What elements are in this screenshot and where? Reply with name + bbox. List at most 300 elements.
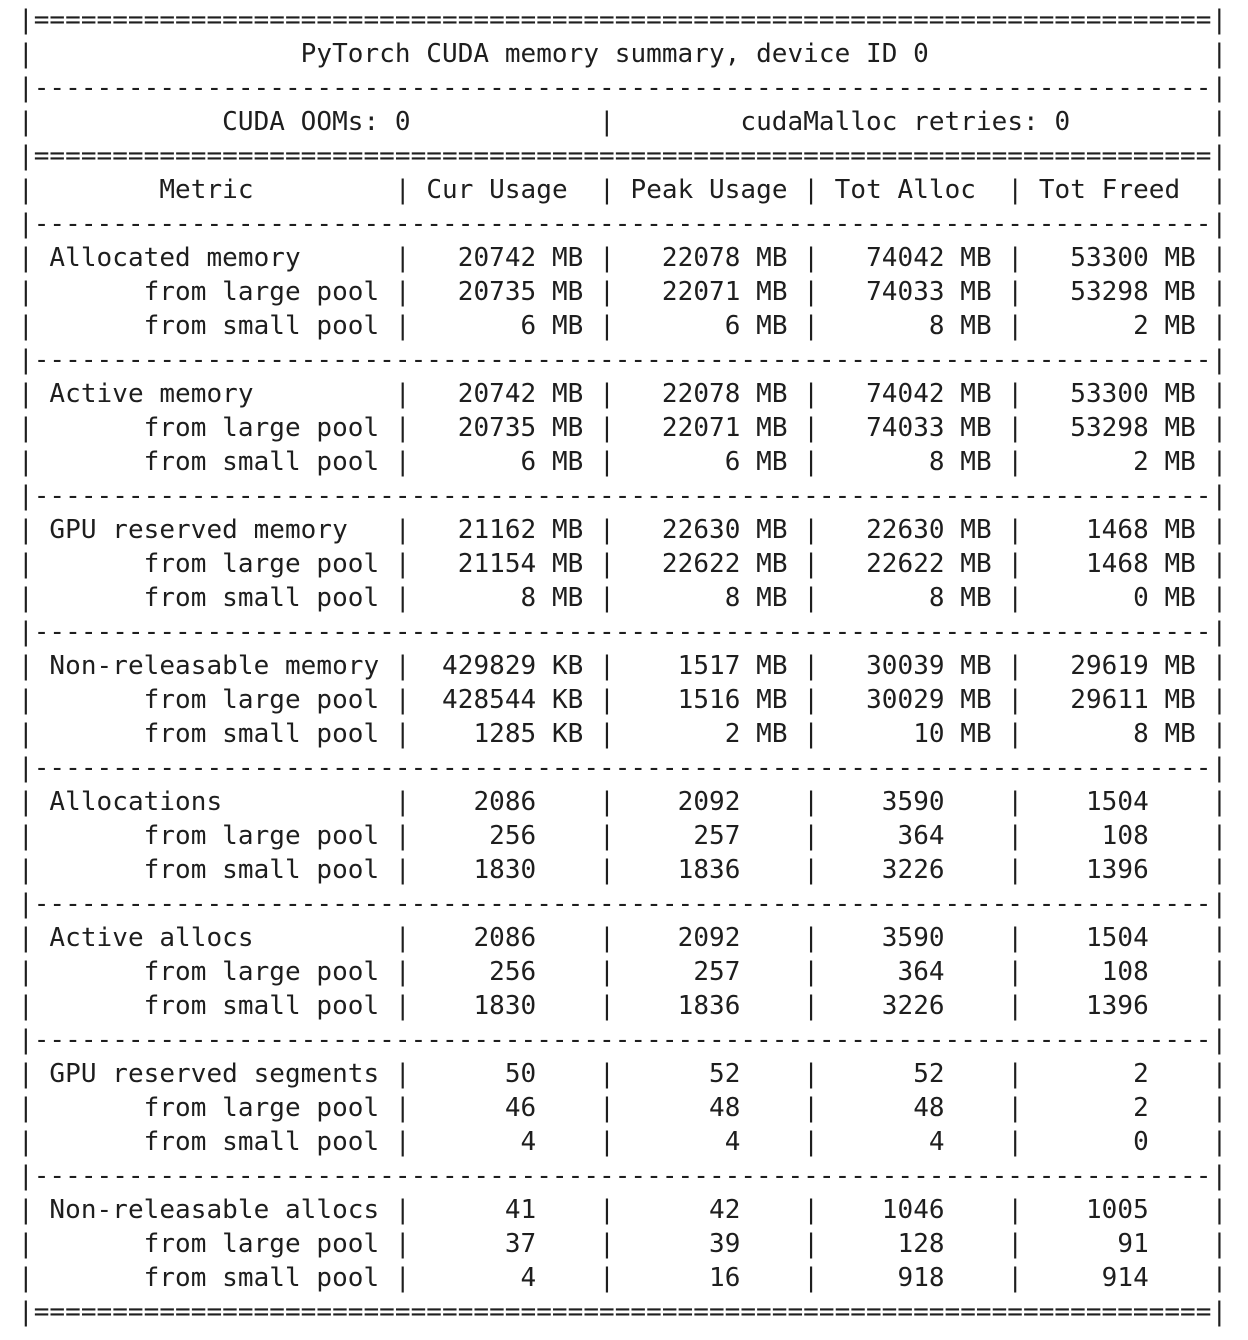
column-divider: | [1211, 413, 1228, 443]
cell-value: 1504 [1023, 923, 1212, 953]
column-divider: | [803, 549, 819, 579]
column-divider: | [1007, 379, 1024, 409]
column-divider: | [803, 923, 819, 953]
cell-value: 2092 [614, 923, 804, 953]
column-divider: | [803, 719, 819, 749]
column-divider: | [803, 1195, 819, 1225]
column-header-metric: Metric [33, 175, 395, 205]
column-divider: | [599, 549, 615, 579]
title-separator [18, 71, 1248, 105]
cell-value: 128 [818, 1229, 1008, 1259]
bottom-border [18, 1295, 1248, 1329]
column-divider: | [1211, 719, 1228, 749]
column-divider: | [599, 311, 615, 341]
cell-value: 0 MB [1023, 583, 1212, 613]
pool-label: from small pool [33, 311, 395, 341]
column-divider: | [18, 243, 34, 273]
table-row [18, 275, 1248, 309]
pool-label: from large pool [33, 821, 395, 851]
metric-label: Active allocs [33, 923, 395, 953]
column-divider: | [1007, 651, 1024, 681]
cell-value: 3590 [818, 787, 1008, 817]
cell-value: 22630 MB [614, 515, 804, 545]
column-divider: | [1211, 583, 1228, 613]
column-divider: | [1211, 39, 1228, 69]
border-text: |===========================================================================| [18, 141, 1228, 171]
cell-value: 20742 MB [410, 379, 600, 409]
column-divider: | [1211, 1059, 1228, 1089]
pool-label: from small pool [33, 1127, 395, 1157]
section-separator [18, 751, 1248, 785]
cell-value: 364 [818, 957, 1008, 987]
cell-value: 52 [614, 1059, 804, 1089]
column-divider: | [1211, 447, 1228, 477]
column-divider: | [18, 719, 34, 749]
border-text: |===========================================================================| [18, 5, 1228, 35]
cell-value: 74033 MB [818, 277, 1008, 307]
column-divider: | [1007, 1263, 1024, 1293]
column-divider: | [1211, 243, 1228, 273]
cell-value: 1046 [818, 1195, 1008, 1225]
column-divider: | [803, 957, 819, 987]
cell-value: 22622 MB [614, 549, 804, 579]
column-divider: | [18, 685, 34, 715]
column-divider: | [1007, 991, 1024, 1021]
metric-label: Allocated memory [33, 243, 395, 273]
column-header: Tot Freed [1023, 175, 1212, 205]
column-divider: | [18, 583, 34, 613]
column-divider: | [394, 311, 411, 341]
table-row [18, 819, 1248, 853]
table-row [18, 581, 1248, 615]
pool-label: from small pool [33, 991, 395, 1021]
column-divider: | [803, 277, 819, 307]
cell-value: 91 [1023, 1229, 1212, 1259]
cuda-ooms-cell: CUDA OOMs: 0 [33, 107, 600, 137]
column-divider: | [1211, 311, 1228, 341]
column-divider: | [803, 1127, 819, 1157]
column-divider: | [18, 447, 34, 477]
pool-label: from large pool [33, 1093, 395, 1123]
column-divider: | [18, 991, 34, 1021]
cell-value: 4 [410, 1263, 600, 1293]
cell-value: 6 MB [410, 447, 600, 477]
cell-value: 39 [614, 1229, 804, 1259]
pool-label: from small pool [33, 447, 395, 477]
column-divider: | [1211, 821, 1228, 851]
cell-value: 22071 MB [614, 413, 804, 443]
cell-value: 22078 MB [614, 243, 804, 273]
table-row [18, 513, 1248, 547]
cell-value: 8 MB [410, 583, 600, 613]
pool-label: from large pool [33, 549, 395, 579]
cell-value: 10 MB [818, 719, 1008, 749]
column-divider: | [803, 1263, 819, 1293]
column-divider: | [18, 1229, 34, 1259]
column-divider: | [599, 821, 615, 851]
column-divider: | [1007, 413, 1024, 443]
column-divider: | [1007, 549, 1024, 579]
column-divider: | [599, 923, 615, 953]
column-divider: | [599, 991, 615, 1021]
cell-value: 42 [614, 1195, 804, 1225]
cell-value: 6 MB [410, 311, 600, 341]
column-divider: | [394, 685, 411, 715]
column-divider: | [394, 1093, 411, 1123]
column-divider: | [599, 243, 615, 273]
ooms-line [18, 105, 1248, 139]
column-divider: | [18, 549, 34, 579]
cell-value: 1830 [410, 991, 600, 1021]
border-text: |---------------------------------------------------------------------------| [18, 345, 1228, 375]
cell-value: 20735 MB [410, 413, 600, 443]
column-divider: | [1211, 957, 1228, 987]
column-divider: | [18, 413, 34, 443]
column-divider: | [1007, 1059, 1024, 1089]
cell-value: 8 MB [818, 447, 1008, 477]
column-divider: | [1007, 1093, 1024, 1123]
column-divider: | [1211, 651, 1228, 681]
column-divider: | [599, 685, 615, 715]
column-divider: | [18, 651, 34, 681]
cell-value: 74042 MB [818, 243, 1008, 273]
column-divider: | [803, 515, 819, 545]
table-row [18, 1227, 1248, 1261]
column-divider: | [394, 277, 411, 307]
column-divider: | [599, 175, 615, 205]
column-divider: | [1007, 923, 1024, 953]
table-row [18, 1057, 1248, 1091]
column-divider: | [803, 991, 819, 1021]
cell-value: 30039 MB [818, 651, 1008, 681]
column-divider: | [599, 1127, 615, 1157]
table-row [18, 1125, 1248, 1159]
pool-label: from large pool [33, 685, 395, 715]
column-divider: | [599, 719, 615, 749]
cell-value: 4 [614, 1127, 804, 1157]
column-divider: | [599, 583, 615, 613]
column-divider: | [599, 447, 615, 477]
cell-value: 1005 [1023, 1195, 1212, 1225]
cell-value: 53300 MB [1023, 243, 1212, 273]
column-divider: | [599, 1263, 615, 1293]
column-divider: | [394, 1059, 411, 1089]
pool-label: from large pool [33, 957, 395, 987]
column-divider: | [1007, 175, 1024, 205]
column-divider: | [1007, 821, 1024, 851]
column-divider: | [599, 277, 615, 307]
column-divider: | [394, 379, 411, 409]
cell-value: 6 MB [614, 447, 804, 477]
cell-value: 257 [614, 821, 804, 851]
cell-value: 1396 [1023, 855, 1212, 885]
cell-value: 50 [410, 1059, 600, 1089]
cell-value: 8 MB [614, 583, 804, 613]
column-divider: | [803, 379, 819, 409]
cell-value: 428544 KB [410, 685, 600, 715]
column-divider: | [599, 515, 615, 545]
cell-value: 364 [818, 821, 1008, 851]
table-row [18, 649, 1248, 683]
cell-value: 918 [818, 1263, 1008, 1293]
section-separator [18, 479, 1248, 513]
column-divider: | [599, 107, 615, 137]
pool-label: from small pool [33, 855, 395, 885]
cell-value: 1516 MB [614, 685, 804, 715]
column-divider: | [599, 651, 615, 681]
column-divider: | [1211, 107, 1228, 137]
column-divider: | [18, 107, 34, 137]
section-separator [18, 1023, 1248, 1057]
cell-value: 22622 MB [818, 549, 1008, 579]
cell-value: 256 [410, 821, 600, 851]
column-divider: | [394, 243, 411, 273]
cell-value: 46 [410, 1093, 600, 1123]
table-row [18, 309, 1248, 343]
column-divider: | [1211, 1195, 1228, 1225]
column-divider: | [803, 311, 819, 341]
section-separator [18, 1159, 1248, 1193]
cell-value: 257 [614, 957, 804, 987]
pool-label: from small pool [33, 1263, 395, 1293]
column-divider: | [1211, 685, 1228, 715]
column-divider: | [394, 991, 411, 1021]
column-divider: | [18, 175, 34, 205]
section-separator [18, 615, 1248, 649]
cell-value: 53298 MB [1023, 413, 1212, 443]
column-divider: | [18, 855, 34, 885]
column-divider: | [18, 379, 34, 409]
pool-label: from large pool [33, 277, 395, 307]
cell-value: 22630 MB [818, 515, 1008, 545]
column-divider: | [599, 787, 615, 817]
cell-value: 0 [1023, 1127, 1212, 1157]
table-row [18, 921, 1248, 955]
column-divider: | [394, 515, 411, 545]
cell-value: 37 [410, 1229, 600, 1259]
cell-value: 1836 [614, 855, 804, 885]
cell-value: 2086 [410, 923, 600, 953]
cell-value: 74042 MB [818, 379, 1008, 409]
column-divider: | [599, 1195, 615, 1225]
table-row [18, 955, 1248, 989]
column-divider: | [1007, 1195, 1024, 1225]
column-divider: | [1211, 549, 1228, 579]
cell-value: 74033 MB [818, 413, 1008, 443]
border-text: |---------------------------------------------------------------------------| [18, 889, 1228, 919]
column-divider: | [18, 957, 34, 987]
cell-value: 2 MB [614, 719, 804, 749]
cudamalloc-retries-cell: cudaMalloc retries: 0 [614, 107, 1212, 137]
column-divider: | [18, 277, 34, 307]
column-divider: | [803, 651, 819, 681]
column-divider: | [394, 1263, 411, 1293]
pool-label: from large pool [33, 1229, 395, 1259]
header-top-border [18, 139, 1248, 173]
page-title: PyTorch CUDA memory summary, device ID 0 [33, 39, 1212, 69]
table-row [18, 785, 1248, 819]
metric-label: Non-releasable memory [33, 651, 395, 681]
cell-value: 108 [1023, 821, 1212, 851]
column-divider: | [18, 1127, 34, 1157]
column-divider: | [18, 1059, 34, 1089]
column-divider: | [803, 447, 819, 477]
cell-value: 53298 MB [1023, 277, 1212, 307]
cell-value: 1468 MB [1023, 515, 1212, 545]
column-divider: | [1007, 957, 1024, 987]
cell-value: 4 [818, 1127, 1008, 1157]
column-divider: | [803, 1059, 819, 1089]
cell-value: 1468 MB [1023, 549, 1212, 579]
cell-value: 2 [1023, 1093, 1212, 1123]
border-text: |---------------------------------------------------------------------------| [18, 481, 1228, 511]
cell-value: 1285 KB [410, 719, 600, 749]
cell-value: 6 MB [614, 311, 804, 341]
column-divider: | [803, 583, 819, 613]
column-divider: | [599, 855, 615, 885]
table-row [18, 1091, 1248, 1125]
cell-value: 3590 [818, 923, 1008, 953]
column-divider: | [394, 583, 411, 613]
column-header: Cur Usage [410, 175, 600, 205]
column-divider: | [18, 515, 34, 545]
table-row [18, 989, 1248, 1023]
table-row [18, 1261, 1248, 1295]
column-divider: | [803, 1093, 819, 1123]
cell-value: 21162 MB [410, 515, 600, 545]
column-divider: | [1007, 855, 1024, 885]
column-divider: | [1007, 583, 1024, 613]
column-divider: | [803, 175, 819, 205]
border-text: |---------------------------------------------------------------------------| [18, 753, 1228, 783]
cell-value: 914 [1023, 1263, 1212, 1293]
column-divider: | [599, 379, 615, 409]
column-divider: | [1007, 243, 1024, 273]
cell-value: 2 MB [1023, 311, 1212, 341]
top-border [18, 3, 1248, 37]
cell-value: 429829 KB [410, 651, 600, 681]
column-divider: | [394, 855, 411, 885]
pool-label: from small pool [33, 719, 395, 749]
column-divider: | [1211, 991, 1228, 1021]
cell-value: 22078 MB [614, 379, 804, 409]
pool-label: from small pool [33, 583, 395, 613]
column-divider: | [1007, 685, 1024, 715]
column-header: Tot Alloc [818, 175, 1008, 205]
column-divider: | [18, 1195, 34, 1225]
column-divider: | [1211, 923, 1228, 953]
metric-label: Active memory [33, 379, 395, 409]
table-row [18, 241, 1248, 275]
column-divider: | [394, 787, 411, 817]
column-divider: | [1007, 719, 1024, 749]
cell-value: 1830 [410, 855, 600, 885]
cell-value: 1836 [614, 991, 804, 1021]
table-row [18, 683, 1248, 717]
section-separator [18, 343, 1248, 377]
column-divider: | [1211, 1229, 1228, 1259]
column-divider: | [1211, 1093, 1228, 1123]
column-divider: | [394, 1195, 411, 1225]
pool-label: from large pool [33, 413, 395, 443]
metric-label: Non-releasable allocs [33, 1195, 395, 1225]
column-divider: | [803, 413, 819, 443]
column-divider: | [599, 1059, 615, 1089]
column-divider: | [394, 719, 411, 749]
column-divider: | [1211, 1127, 1228, 1157]
cell-value: 2 [1023, 1059, 1212, 1089]
column-divider: | [1007, 787, 1024, 817]
column-divider: | [803, 821, 819, 851]
cell-value: 30029 MB [818, 685, 1008, 715]
column-divider: | [599, 957, 615, 987]
border-text: |===========================================================================| [18, 1297, 1228, 1327]
column-divider: | [1211, 277, 1228, 307]
column-divider: | [18, 1263, 34, 1293]
cell-value: 52 [818, 1059, 1008, 1089]
column-divider: | [1211, 175, 1228, 205]
border-text: |---------------------------------------------------------------------------| [18, 73, 1228, 103]
table-row [18, 377, 1248, 411]
cell-value: 48 [818, 1093, 1008, 1123]
column-divider: | [394, 549, 411, 579]
cell-value: 2092 [614, 787, 804, 817]
table-row [18, 547, 1248, 581]
cell-value: 48 [614, 1093, 804, 1123]
column-divider: | [18, 787, 34, 817]
table-row [18, 717, 1248, 751]
column-divider: | [394, 1127, 411, 1157]
column-divider: | [18, 311, 34, 341]
column-divider: | [599, 1093, 615, 1123]
cell-value: 2086 [410, 787, 600, 817]
column-divider: | [803, 855, 819, 885]
cell-value: 29611 MB [1023, 685, 1212, 715]
header-separator [18, 207, 1248, 241]
metric-label: GPU reserved segments [33, 1059, 395, 1089]
column-divider: | [1211, 1263, 1228, 1293]
title-line [18, 37, 1248, 71]
cell-value: 41 [410, 1195, 600, 1225]
column-divider: | [803, 787, 819, 817]
column-divider: | [1007, 515, 1024, 545]
column-divider: | [18, 39, 34, 69]
table-row [18, 445, 1248, 479]
column-divider: | [599, 413, 615, 443]
border-text: |---------------------------------------------------------------------------| [18, 209, 1228, 239]
column-divider: | [1007, 447, 1024, 477]
column-divider: | [18, 923, 34, 953]
column-divider: | [394, 651, 411, 681]
column-header-line [18, 173, 1248, 207]
metric-label: Allocations [33, 787, 395, 817]
column-divider: | [1007, 311, 1024, 341]
border-text: |---------------------------------------------------------------------------| [18, 1025, 1228, 1055]
column-divider: | [394, 447, 411, 477]
cell-value: 20735 MB [410, 277, 600, 307]
column-divider: | [1007, 1229, 1024, 1259]
cell-value: 29619 MB [1023, 651, 1212, 681]
border-text: |---------------------------------------------------------------------------| [18, 617, 1228, 647]
cell-value: 2 MB [1023, 447, 1212, 477]
cell-value: 108 [1023, 957, 1212, 987]
column-divider: | [1211, 855, 1228, 885]
cell-value: 1517 MB [614, 651, 804, 681]
cell-value: 256 [410, 957, 600, 987]
column-divider: | [803, 243, 819, 273]
table-row [18, 411, 1248, 445]
column-divider: | [394, 175, 411, 205]
